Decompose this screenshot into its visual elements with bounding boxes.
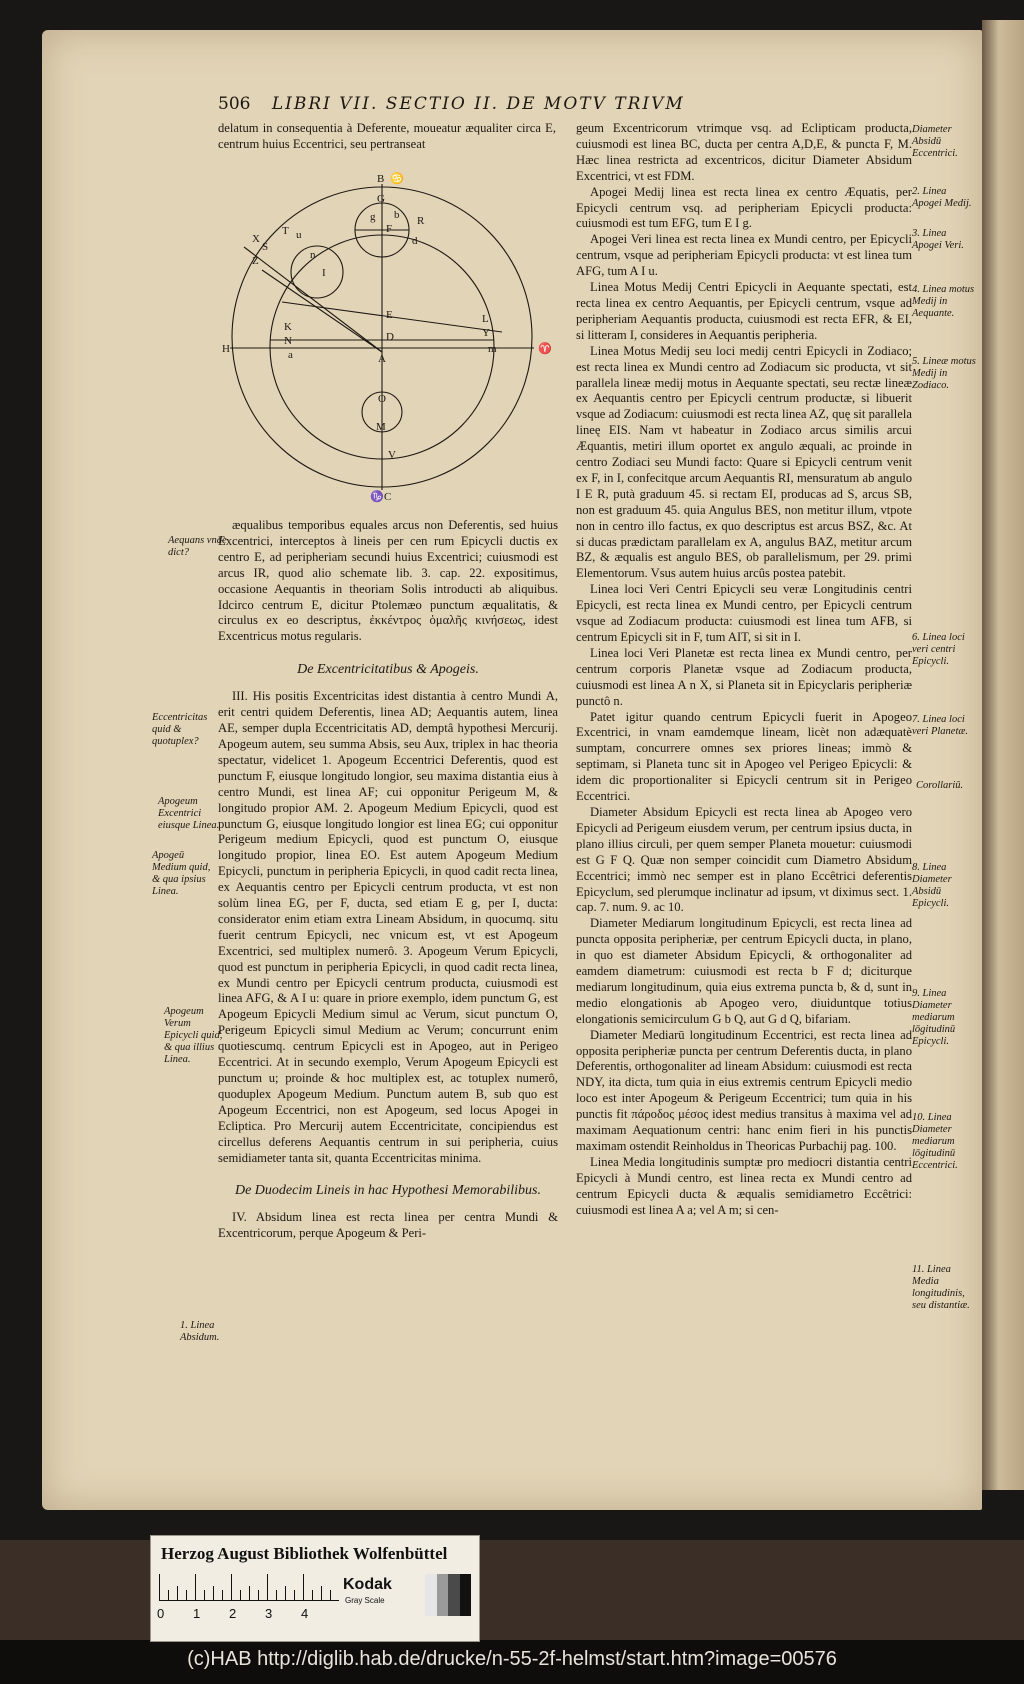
right-paragraph-10: Diameter Mediarum longitudinum Epicycli, est recta linea ad puncta opposita peripheriæ, per centrum Epicycli ducta, in plano, in quo est diameter Absidum Epicycli, & orthogonaliter ad eamdem diametrum: cuiusmodi est recta b F d; diciturque mediarum longitudinum, quia eius extrema puncta b, & d, sunt in medio elongationis ab Apogeo vero, diuiduntque totius elongationis semicirculum G b Q, aut G d Q, bifariam.: [576, 916, 912, 1026]
margin-note-apogeum-verum: Apogeum Verum Epicycli quid, & qua illius Linea.: [164, 1006, 223, 1065]
fig-label-I: I: [322, 267, 326, 279]
left-column-main: [218, 518, 558, 1242]
margin-note-linea-11: 11. Linea Media longitudinis, seu distantiæ.: [912, 1264, 970, 1311]
fig-label-F: F: [386, 223, 393, 235]
margin-note-eccentricitas: Eccentricitas quid & quotuplex?: [152, 712, 208, 747]
margin-note-apogeum-medium: Apogeū Medium quid, & qua ipsius Linea.: [152, 850, 211, 897]
fig-label-K: K: [284, 321, 292, 333]
fig-label-L: L: [482, 313, 489, 325]
right-column: [576, 121, 912, 1219]
margin-note-linea-10: 10. Linea Diameter mediarum lōgitudinū Eccentrici.: [912, 1112, 958, 1171]
facing-page-edge: [982, 20, 1024, 1490]
margin-note-linea-2: 2. Linea Apogei Medij.: [912, 186, 972, 209]
fig-label-b: b: [394, 209, 400, 221]
page-number: 506: [218, 94, 251, 114]
fig-label-A: A: [378, 353, 386, 365]
margin-note-corollarium: Corollariū.: [916, 780, 964, 791]
aequans-paragraph: æqualibus temporibus equales arcus non Deferentis, sed huius Excentrici, interceptos à lineis per cen rum Epicycli ductis ex centro E, ad peripheriam secundi huius Excentrici; cuiusmodi est arcus IR, quod alio schemate lib. 3. cap. 22. expositimus, occasione Aequantis in theoriam Solis introducti ab aliquibus. Idcirco centrum E, dicitur Ptolemæo punctum æqualitatis, & circulus ex eo descriptus, ἐκκέντρος ὁμαλῆς κινήσεως, idest Excentricus motus regularis.: [218, 518, 558, 644]
fig-label-H: H: [222, 343, 230, 355]
fig-label-aries: ♈: [538, 343, 552, 355]
margin-note-linea-9: 9. Linea Diameter mediarum lōgitudinū Epicycli.: [912, 988, 956, 1047]
margin-note-linea-5: 5. Lineæ motus Medij in Zodiaco.: [912, 356, 976, 391]
fig-label-B: B: [377, 173, 385, 185]
right-paragraph-3: Apogei Veri linea est recta linea ex Mundi centro, per Epicycli centrum, vsque ad peripheriam Epicycli producta: vt est linea tum AFG, tum A I u.: [576, 232, 912, 279]
ruler-number-3: 3: [265, 1606, 273, 1621]
right-paragraph-12: Linea Media longitudinis sumptæ pro mediocri distantia centri Epicycli à Mundi centro, est linea recta ex Mundi centro ad centrum Epicycli ducta & æqualis semidiametro Eccêtrici: cuiusmodi est linea A a; vel A m; si cen-: [576, 1154, 912, 1217]
epicycle-diagram: [222, 172, 552, 517]
left-top-text: delatum in consequentia à Deferente, moueatur æqualiter circa E, centrum huius Eccentrici, seu pertranseat: [218, 121, 556, 151]
heading-duodecim-lineis: De Duodecim Lineis in hac Hypothesi Memorabilibus.: [234, 1183, 541, 1199]
library-label: [150, 1535, 480, 1642]
right-paragraph-1: geum Excentricorum vtrimque vsq. ad Eclipticam producta, cuiusmodi est linea BC, ducta per centra A,D,E, & puncta F, M. Hæc linea restricta ad excentricos, dicitur Diameter Absidum Excentrici, vt est FDM.: [576, 121, 912, 183]
margin-note-apogeum-excentrici: Apogeum Excentrici eiusque Linea.: [158, 796, 220, 831]
fig-label-u: u: [296, 229, 302, 241]
fig-label-T: T: [282, 225, 289, 237]
fig-label-E: E: [386, 309, 393, 321]
fig-label-G: G: [377, 193, 385, 205]
ruler-number-4: 4: [301, 1606, 309, 1621]
right-paragraph-11: Diameter Mediarū longitudinum Eccentrici, est recta linea ad opposita peripheriæ puncta per centrum Deferentis ducta, in plano Deferentis, orthogonaliter ad lineam Absidum: cuiusmodi est recta NDY, ita dicta, tum quia in eius extremis centrum Epicycli medio loco est inter Apogeum & Perigeum Eccentrici; tum quia in his punctis fit πάροδος μέσος idest medius transitus à maxima vel ad maximam Aequationum centri: hanc enim fieri in his punctis maximam ostendit Reinholdus in Theoricas Purbachij pag. 100.: [576, 1027, 912, 1153]
right-paragraph-5: Linea Motus Medij seu loci medij centri Epicycli in Zodiaco; est recta linea ex Mundi centro ad Zodiacum sic producta, vt sit parallela lineæ medij motus in Aequante spectati, seu rectæ lineæ ex Aequantis centro per Epicycli centrum productæ, si libuerit vsque ad Zodiacum: cuiusmodi est recta linea AZ, quę sit parallela lineę EIS. Nam vt habeatur in Zodiaco arcus similis arcui Æquantis, metiri illum oportet ex angulo æquali, ac proinde in centro Zodiaci seu Mundi facto: Quare si Epicycli centrum venit ex F, in I, confecitque arcum Aequantis RI, mensuratum ab angulo I E R, putà graduum 45. si rectam EI, producas ad S, arcus SB, non est graduum 45. quia Angulus BES, non metitur illum, vtpote non in centro illo factus, ex quo descriptus est arcus BSZ, &c. At si ducas prædictam parallelam ex A, angulus BAZ, metitur arcum BZ, & æqualis est angulo BES, ob parallelismum, per 29. primi Elementorum. Vsus autem huius arcûs postea patebit.: [576, 343, 912, 581]
margin-note-linea-8: 8. Linea Diameter Absidū Epicycli.: [912, 862, 952, 909]
fig-label-X: X: [252, 233, 260, 245]
running-title: LIBRI VII. SECTIO II. DE MOTV TRIVM: [271, 94, 685, 114]
fig-label-g: g: [370, 211, 376, 223]
section-III: III. His positis Excentricitas idest distantia à centro Mundi A, erit centri quidem Deferentis, linea AD; Aequantis autem, linea AE, semper dupla Eccentricitatis AD, demptâ hypothesi Mercurij. Apogeum autem, seu summa Absis, seu Aux, triplex in hac theoria spectatur, videlicet 1. Apogeum Eccentrici Deferentis, quod est punctum F, eiusque longitudo longior, seu maxima distantia eius à centro Mundi, est linea AF; cui opponitur Perigeum M, & longitudo propior AM. 2. Apogeum Medium Epicycli, quod est punctum G, eiusque longitudo longior est linea EG; cui opponitur Perigeum medium Epicycli, quod est punctum O, eiusque longitudo propior, linea EO. Est autem Apogeum Medium Epicycli, punctum in peripheria Epicycli, in quod cadit recta linea, ex Aequantis centro per Epicycli centrum producta, vt est non solùm linea EG, per F, ducta, sed etiam E g, per I, ducta: considerator enim etiam extra Lineam Absidum, in quocumq. situ fuerit centrum Epicycli, nec vnicum est, vt est Apogeum Excentrici, sed multiplex numerô. 3. Apogeum Verum Epicycli, quod est punctum in peripheria Epicycli, in quod cadit recta linea, ex Mundi centro per Epicycli centrum producta, cuiusmodi est linea AFG, & A I u: quare in priore exemplo, idem punctum G, est Apogeum Epicycli Medium simul ac Verum, sicut punctum O, Perigeum Epicycli simul Medium ac Verum; concurrunt enim quotiescumq. centrum Epicycli est in Apogeo, aut in Perigeo Eccentrici. At in secundo exemplo, Verum Apogeum Epicycli est punctum u; proinde & hoc multiplex est, ac totuplex numerô, quoduplex Apogeum Medium. Punctum autem B, sub quo est Apogeum Eccentrici, non est Apogeum, sed locus Apogei in Ecliptica. Pro Mercurij autem Eccentricitate, concipiendus est circellus deferens Aequantis centrum in sui peripheria, cuius semidiameter tanta sit, quanta Eccentricitas minima.: [218, 689, 558, 1165]
fig-label-a: a: [288, 349, 293, 361]
ruler-number-0: 0: [157, 1606, 165, 1621]
fig-label-N: N: [284, 335, 292, 347]
heading-excentricitatibus: De Excentricitatibus & Apogeis.: [297, 662, 479, 678]
fig-label-S: S: [262, 241, 269, 253]
footer-credit: (c)HAB http://diglib.hab.de/drucke/n-55-2f-helmst/start.htm?image=00576: [187, 1648, 837, 1670]
ruler-number-1: 1: [193, 1606, 201, 1621]
fig-label-capricorn: ♑: [370, 491, 384, 503]
margin-note-linea-7: 7. Linea loci veri Planetæ.: [912, 714, 968, 737]
scale-ruler: [159, 1574, 339, 1601]
kodak-name: Kodak: [343, 1576, 392, 1593]
margin-note-linea-4: 4. Linea motus Medij in Aequante.: [912, 284, 975, 319]
ruler-number-2: 2: [229, 1606, 237, 1621]
fig-label-Y: Y: [482, 327, 490, 339]
fig-label-Z: Z: [252, 255, 259, 267]
fig-label-R: R: [417, 215, 425, 227]
fig-label-C: C: [384, 491, 392, 503]
right-paragraph-8: Patet igitur quando centrum Epicycli fuerit in Apogeo Excentrici, in vnam eamdemque lineam, licèt non adæquatè sumptam, concurrere omnes sex priores lineas; immò & septimam, si Planeta tunc sit in Apogeo vel Perigeo Epicycli: & idem dic proportionaliter si Epicycli centrum sit in Perigeo Eccentrici.: [576, 709, 912, 804]
margin-note-diameter-absidum: Diameter Absidū Eccentrici.: [912, 124, 958, 159]
right-paragraph-6: Linea loci Veri Centri Epicycli seu veræ Longitudinis centri Epicycli, est recta linea ex Mundi centro, per Epicycli centrum vsque ad Zodiacum producta: cuiusmodi est linea tum AFB, si centrum Epicycli sit in F, tum AIT, si sit in I.: [576, 582, 912, 644]
kodak-subtitle: Gray Scale: [345, 1596, 385, 1605]
fig-label-n: n: [310, 249, 316, 261]
kodak-logo: [343, 1574, 421, 1614]
gray-scale-patches: [425, 1574, 471, 1616]
right-paragraph-9: Diameter Absidum Epicycli est recta linea ab Apogeo vero Epicycli ad Perigeum eiusdem verum, per centrum ipsius ducta, in plano illius circuli, per quem semper Planeta mouetur: cuiusmodi est G F Q. Quæ non semper coincidit cum Diametro Absidum Eccentrici; immò nec semper est in plano Eccêtrici deferentis Epicyclum, sed plerumque inclinatur ad ipsum, vt diximus sect. 1. cap. 7. num. 9. ac 10.: [576, 804, 912, 915]
fig-label-M: M: [376, 421, 386, 433]
fig-label-cancer: ♋: [390, 173, 404, 185]
running-head: [218, 94, 838, 114]
right-paragraph-7: Linea loci Veri Planetæ est recta linea ex Mundi centro, per centrum corporis Planetæ vsque ad Zodiacum producta, cuiusmodi est linea A n X, si Planeta sit in Epicyclaris peripheriæ punctô n.: [576, 645, 912, 708]
fig-label-D: D: [386, 331, 394, 343]
margin-note-aequans: Aequans vnde dict?: [168, 535, 227, 558]
margin-note-linea-6: 6. Linea loci veri centri Epicycli.: [912, 632, 965, 667]
left-column-top: [218, 121, 556, 153]
fig-label-V: V: [388, 449, 396, 461]
margin-note-linea-3: 3. Linea Apogei Veri.: [912, 228, 964, 251]
fig-label-O: O: [378, 393, 386, 405]
margin-note-linea-absidum: 1. Linea Absidum.: [180, 1320, 220, 1343]
right-paragraph-4: Linea Motus Medij Centri Epicycli in Aequante spectati, est recta linea ex centro Aequantis, per Epicycli centrum, vsque ad peripheriam Aequantis producta, cuiusmodi est recta EFR, & EI, si litteram I, consideres in Aequantis peripheria.: [576, 280, 912, 342]
fig-label-m: m: [488, 343, 497, 355]
right-paragraph-2: Apogei Medij linea est recta linea ex centro Æquatis, per Epicycli centrum vsq. ad peripheriam Epicycli producta: cuiusmodi est tum EFG, tum E I g.: [576, 184, 912, 231]
fig-label-d: d: [412, 235, 418, 247]
section-IV: IV. Absidum linea est recta linea per centra Mundi & Excentricorum, perque Apogeum & Peri-: [218, 1210, 558, 1241]
library-title: Herzog August Bibliothek Wolfenbüttel: [161, 1544, 448, 1563]
